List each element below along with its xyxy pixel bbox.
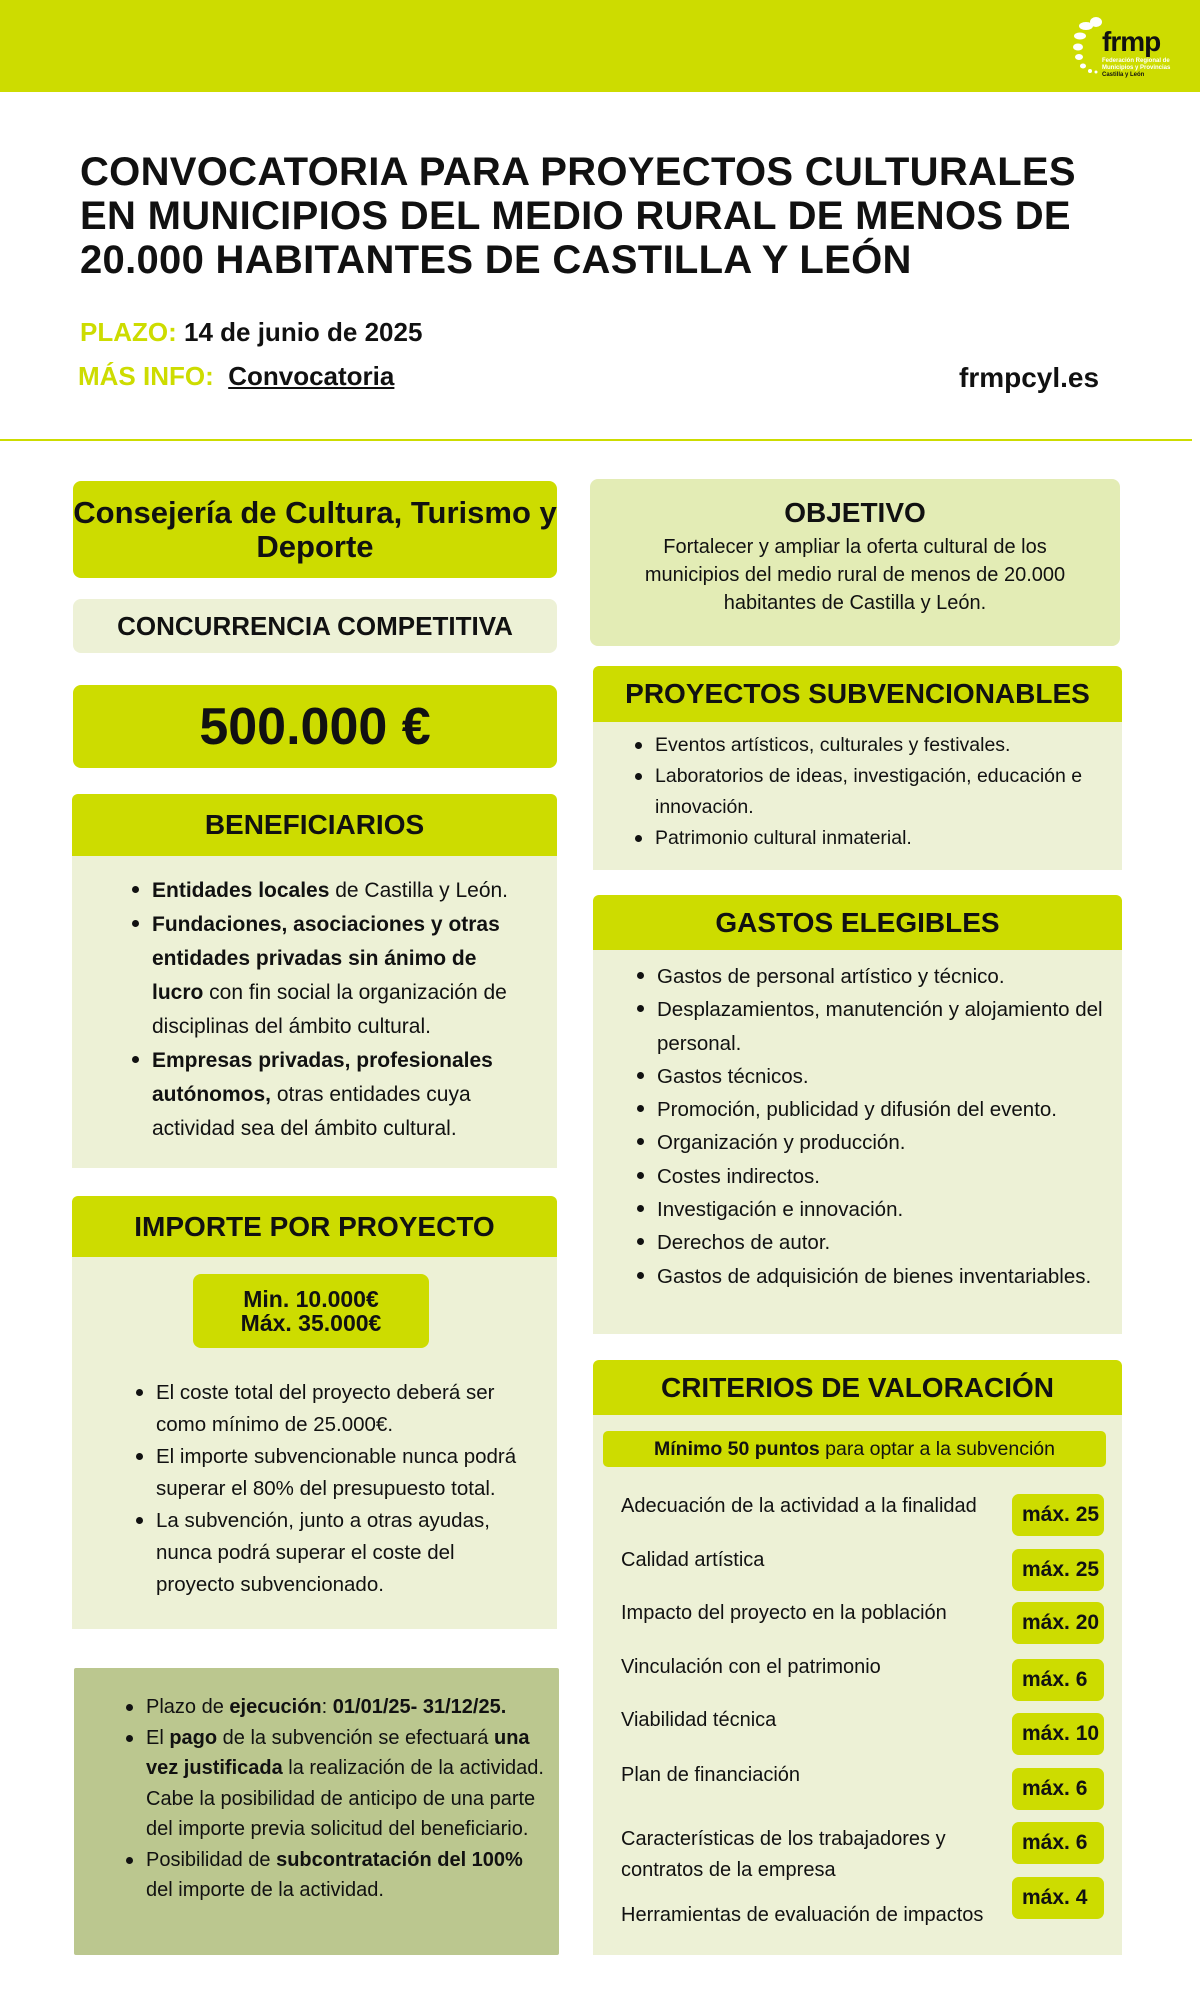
text: Promoción, publicidad y difusión del evento. [657, 1098, 1057, 1122]
total-amount: 500.000 € [73, 685, 557, 768]
list-item [633, 761, 1104, 823]
list-item [124, 1692, 545, 1723]
criterion-label: Características de los trabajadores y contratos de la empresa [621, 1828, 946, 1881]
bold-text: Entidades locales [152, 879, 330, 902]
more-info: MÁS INFO: Convocatoria [78, 361, 395, 391]
logo-subtitle: Federación Regional de Municipios y Provincias Castilla y León [1102, 58, 1171, 78]
list-item [635, 960, 1104, 993]
text: La subvención, junto a otras ayudas, nunca podrá superar el coste del proyecto subvencionado. [156, 1509, 490, 1596]
execution-notes-panel [74, 1668, 559, 1955]
list-item [124, 1723, 545, 1845]
logo-dots-icon [1072, 16, 1102, 76]
deadline: PLAZO: 14 de junio de 2025 [80, 317, 423, 347]
objective-panel [590, 479, 1120, 646]
projects-header: PROYECTOS SUBVENCIONABLES [593, 666, 1122, 722]
text: Costes indirectos. [657, 1164, 820, 1188]
projects-panel [593, 722, 1122, 870]
text: la realización de la actividad. Cabe la posibilidad de anticipo de una parte del importe previa solicitud del beneficiario. [146, 1757, 544, 1840]
bold-text: Fundaciones, asociaciones y otras entidades privadas sin ánimo de lucro [152, 913, 500, 1004]
list-item [635, 1226, 1104, 1259]
list-item [130, 874, 527, 908]
text: Gastos de personal artístico y técnico. [657, 965, 1005, 988]
list-item [134, 1377, 534, 1441]
list-item [635, 1160, 1104, 1193]
text: Organización y producción. [657, 1131, 906, 1155]
min-max-box [193, 1274, 429, 1348]
text: Derechos de autor. [657, 1231, 831, 1255]
max-points-badge: máx. 6 [1012, 1659, 1104, 1701]
criterion-label: Calidad artística [621, 1549, 765, 1571]
beneficiaries-panel [72, 856, 557, 1168]
objective-text: Fortalecer y ampliar la oferta cultural de los municipios del medio rural de menos de 20.000 habitantes de Castilla y León. [644, 536, 1066, 614]
text: Gastos de adquisición de bienes inventariables. [657, 1264, 1092, 1288]
text: del importe de la actividad. [146, 1879, 384, 1901]
max-points-badge: máx. 6 [1012, 1822, 1104, 1864]
header-bar [0, 0, 1200, 92]
frmp-logo [1072, 12, 1182, 84]
list-item [635, 1260, 1104, 1293]
list-item [134, 1505, 534, 1601]
text: El importe subvencionable nunca podrá superar el 80% del presupuesto total. [156, 1445, 517, 1500]
text: : [321, 1696, 333, 1718]
divider [0, 439, 1192, 441]
execution-notes-list [124, 1692, 545, 1906]
min-amount: Min. 10.000€ [243, 1286, 379, 1312]
bold-text: subcontratación del 100% [276, 1848, 523, 1871]
criterion-label: Impacto del proyecto en la población [621, 1602, 947, 1624]
beneficiaries-header: BENEFICIARIOS [72, 794, 557, 856]
text: El coste total del proyecto deberá ser como mínimo de 25.000€. [156, 1381, 495, 1436]
bold-text: 01/01/25- 31/12/25. [332, 1696, 507, 1718]
list-item [134, 1441, 534, 1505]
max-amount: Máx. 35.000€ [240, 1310, 382, 1336]
max-points-badge: máx. 25 [1012, 1549, 1104, 1591]
list-item [635, 1093, 1104, 1126]
list-item [124, 1845, 545, 1906]
projects-list [633, 730, 1104, 854]
objective-title: OBJETIVO [784, 497, 926, 528]
criterion-label: Adecuación de la actividad a la finalidad [621, 1495, 977, 1517]
expenses-header: GASTOS ELEGIBLES [593, 895, 1122, 950]
page-title: CONVOCATORIA PARA PROYECTOS CULTURALES EN MUNICIPIOS DEL MEDIO RURAL DE MENOS DE 20.000 HABITANTES DE CASTILLA Y LEÓN [80, 150, 1076, 282]
amount-per-project-header: IMPORTE POR PROYECTO [72, 1196, 557, 1257]
list-item [635, 1060, 1104, 1093]
text: Desplazamientos, manutención y alojamiento del personal. [657, 998, 1103, 1055]
criterion-label: Plan de financiación [621, 1764, 801, 1786]
text: otras entidades cuya actividad sea del ámbito cultural. [152, 1083, 471, 1140]
list-item [633, 730, 1104, 761]
text: con fin social la organización de disciplinas del ámbito cultural. [152, 981, 507, 1038]
list-item [633, 823, 1104, 854]
text: de Castilla y León. [329, 879, 509, 902]
text: Gastos técnicos. [657, 1064, 809, 1088]
text: El [146, 1726, 170, 1749]
list-item [635, 1193, 1104, 1226]
criterion-label: Herramientas de evaluación de impactos [621, 1904, 984, 1926]
bold-text: ejecución [229, 1696, 322, 1718]
procedure-type: CONCURRENCIA COMPETITIVA [73, 599, 557, 653]
bold-text: Empresas privadas, profesionales autónomos, [152, 1049, 493, 1106]
text: Eventos artísticos, culturales y festivales. [655, 734, 1011, 756]
website[interactable]: frmpcyl.es [959, 362, 1100, 393]
max-points-badge: máx. 6 [1012, 1768, 1104, 1810]
max-points-badge: máx. 20 [1012, 1602, 1104, 1644]
max-points-badge: máx. 4 [1012, 1877, 1104, 1919]
amount-conditions-list [134, 1377, 534, 1601]
expenses-panel [593, 950, 1122, 1334]
list-item [635, 1126, 1104, 1159]
minimum-points-bar: Mínimo 50 puntos para optar a la subvención [603, 1431, 1106, 1467]
beneficiaries-list [130, 874, 527, 1146]
list-item [130, 1044, 527, 1146]
text: Patrimonio cultural inmaterial. [655, 827, 912, 849]
bold-text: una vez justificada [146, 1726, 530, 1779]
list-item [635, 993, 1104, 1060]
max-points-badge: máx. 10 [1012, 1713, 1104, 1755]
text: de la subvención se efectuará [217, 1726, 494, 1749]
bold-text: pago [169, 1726, 218, 1749]
amount-panel [72, 1257, 557, 1629]
criterion-label: Vinculación con el patrimonio [621, 1656, 881, 1678]
expenses-list [635, 960, 1104, 1293]
text: Posibilidad de [146, 1848, 277, 1871]
criteria-header: CRITERIOS DE VALORACIÓN [593, 1360, 1122, 1415]
criterion-label: Viabilidad técnica [621, 1709, 777, 1731]
text: Plazo de [146, 1696, 230, 1718]
text: Laboratorios de ideas, investigación, educación e innovación. [655, 765, 1083, 818]
max-points-badge: máx. 25 [1012, 1494, 1104, 1536]
text: Investigación e innovación. [657, 1198, 904, 1222]
logo-text: frmp [1102, 26, 1161, 57]
entity-box: Consejería de Cultura, Turismo y Deporte [73, 481, 557, 578]
list-item [130, 908, 527, 1044]
convocatoria-link[interactable]: Convocatoria [228, 361, 395, 391]
